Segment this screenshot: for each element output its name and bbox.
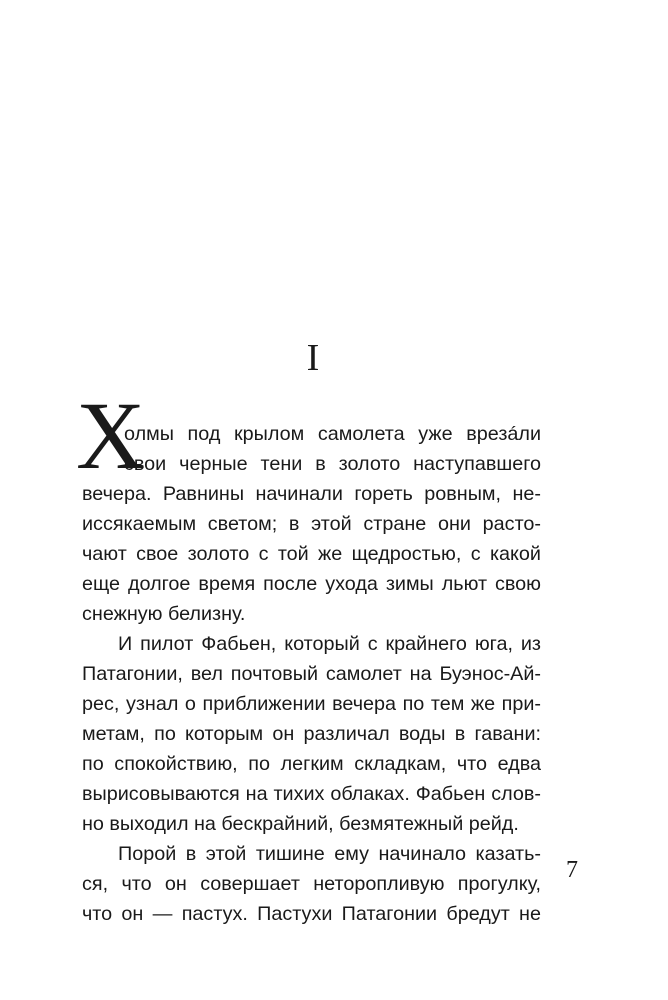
text-line: рес, узнал о приближении вечера по тем же при- [82, 693, 541, 715]
text-line: по спокойствию, по легким складкам, что едва [82, 753, 541, 775]
text-line: снежную белизну. [82, 603, 246, 625]
chapter-number: I [306, 337, 320, 379]
text-line: свои черные тени в золото наступавшего [124, 453, 541, 475]
text-line: что он — пастух. Пастухи Патагонии бредут не [82, 903, 541, 925]
text-line: но выходил на бескрайний, безмятежный рейд. [82, 813, 519, 835]
text-line: Патагонии, вел почтовый самолет на Буэнос-Ай- [82, 663, 541, 685]
text-line: иссякаемым светом; в этой стране они расто- [82, 513, 541, 535]
text-line: олмы под крылом самолета уже врезáли [124, 423, 541, 445]
text-line: И пилот Фабьен, который с крайнего юга, из [118, 633, 541, 655]
text-line: ся, что он совершает неторопливую прогулку, [82, 873, 541, 895]
text-line: метам, по которым он различал воды в гавани: [82, 723, 541, 745]
page-number: 7 [566, 857, 578, 883]
text-line: Порой в этой тишине ему начинало казать- [118, 843, 541, 865]
text-line: вырисовываются на тихих облаках. Фабьен слов- [82, 783, 541, 805]
text-line: вечера. Равнины начинали гореть ровным, не- [82, 483, 541, 505]
drop-cap: Х [76, 382, 146, 489]
text-line: еще долгое время после ухода зимы льют свою [82, 573, 541, 595]
text-line: чают свое золото с той же щедростью, с какой [82, 543, 541, 565]
